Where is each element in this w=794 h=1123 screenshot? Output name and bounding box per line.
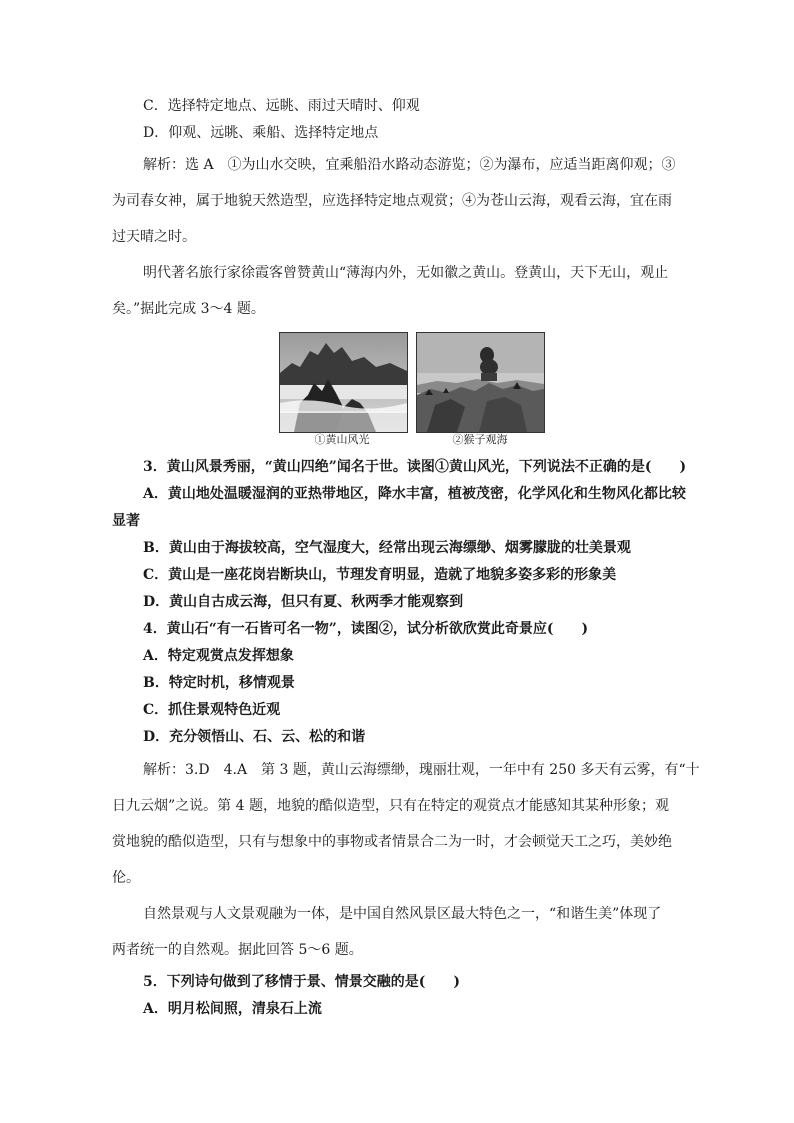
q3-stem: 3．黄山风景秀丽，“黄山四绝”闻名于世。读图①黄山风光，下列说法不正确的是( ) — [143, 459, 687, 475]
figure-2-caption: ②猴子观海 — [452, 433, 508, 446]
q4-option-b: B．特定时机，移情观景 — [143, 675, 295, 691]
figure-1-caption: ①黄山风光 — [314, 433, 370, 446]
analysis-3-4-line-2: 日九云烟”之说。第 4 题，地貌的酷似造型，只有在特定的观赏点才能感知其某种形象；观 — [112, 798, 669, 814]
figure-2-monkey-watching-sea — [416, 332, 545, 433]
q4-option-c: C．抓住景观特色近观 — [143, 702, 281, 718]
q4-stem: 4．黄山石“有一石皆可名一物”，读图②，试分析欲欣赏此奇景应( ) — [143, 621, 589, 637]
analysis-2-line-1: 解析：选 A ①为山水交映，宜乘船沿水路动态游览；②为瀑布，应适当距离仰观；③ — [143, 157, 676, 173]
q3-option-a-line-1: A．黄山地处温暖湿润的亚热带地区，降水丰富，植被茂密，化学风化和生物风化都比较 — [143, 486, 686, 502]
intro-5-6-line-1: 自然景观与人文景观融为一体，是中国自然风景区最大特色之一，“和谐生美”体现了 — [143, 906, 662, 922]
q4-option-d: D．充分领悟山、石、云、松的和谐 — [143, 729, 366, 745]
q5-option-a: A．明月松间照，清泉石上流 — [143, 1001, 322, 1017]
mountain-cloud-photo — [280, 333, 407, 432]
analysis-2-line-3: 过天晴之时。 — [112, 229, 196, 245]
analysis-2-line-2: 为司春女神，属于地貌天然造型，应选择特定地点观赏；④为苍山云海，观看云海，宜在雨 — [112, 193, 672, 209]
q5-stem: 5．下列诗句做到了移情于景、情景交融的是( ) — [143, 974, 460, 990]
analysis-3-4-line-3: 赏地貌的酷似造型，只有与想象中的事物或者情景合二为一时，才会顿觉天工之巧，美妙绝 — [112, 834, 672, 850]
analysis-3-4-line-1: 解析：3.D 4.A 第 3 题，黄山云海缥缈，瑰丽壮观，一年中有 250 多天有云雾，有“十 — [143, 762, 700, 778]
intro-3-4-line-1: 明代著名旅行家徐霞客曾赞黄山“薄海内外，无如徽之黄山。登黄山，天下无山，观止 — [143, 265, 669, 281]
q3-option-b: B．黄山由于海拔较高，空气湿度大，经常出现云海缥缈、烟雾朦胧的壮美景观 — [143, 540, 631, 556]
intro-3-4-line-2: 矣。”据此完成 3～4 题。 — [112, 301, 265, 317]
q3-option-c: C．黄山是一座花岗岩断块山，节理发育明显，造就了地貌多姿多彩的形象美 — [143, 567, 617, 583]
analysis-3-4-line-4: 伦。 — [112, 870, 140, 886]
q4-option-a: A．特定观赏点发挥想象 — [143, 648, 294, 664]
monkey-rock-photo — [417, 333, 544, 432]
q2-option-c: C．选择特定地点、远眺、雨过天晴时、仰观 — [143, 98, 420, 114]
figure-1-huangshan-scenery — [279, 332, 408, 433]
q3-option-a-line-2: 显著 — [112, 513, 140, 529]
q3-option-d: D．黄山自古成云海，但只有夏、秋两季才能观察到 — [143, 594, 464, 610]
intro-5-6-line-2: 两者统一的自然观。据此回答 5～6 题。 — [112, 942, 363, 958]
q2-option-d: D．仰观、远眺、乘船、选择特定地点 — [143, 125, 379, 141]
